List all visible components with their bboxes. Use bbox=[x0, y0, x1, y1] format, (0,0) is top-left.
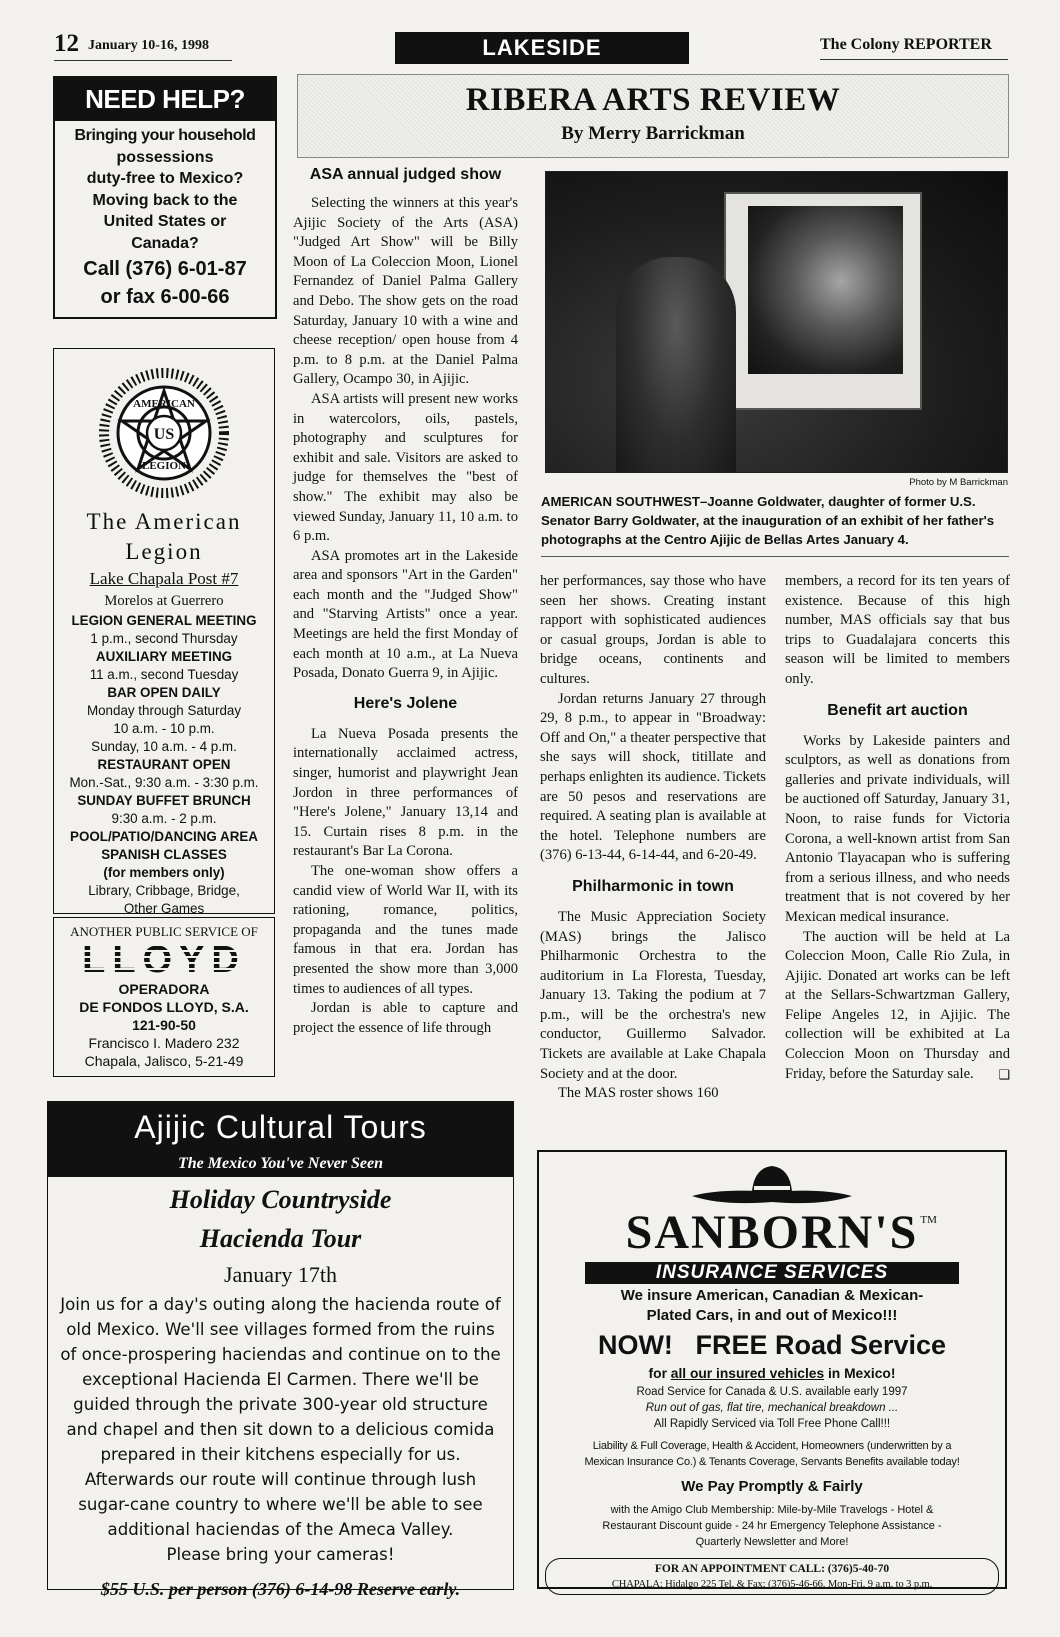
sanborns-ad bbox=[537, 1150, 1007, 1589]
legion-line: POOL/PATIO/DANCING AREA bbox=[70, 829, 258, 844]
lloyd-ad bbox=[53, 917, 275, 1077]
section-heading: Here's Jolene bbox=[353, 694, 458, 712]
legion-line: BAR OPEN DAILY bbox=[107, 685, 221, 700]
tours-body-line: additional haciendas of the Ameca Valley. bbox=[107, 1520, 454, 1539]
lloyd-logo: LLOYD bbox=[54, 940, 274, 980]
section-heading: ASA annual judged show bbox=[309, 166, 502, 183]
section-heading: Benefit art auction bbox=[827, 701, 968, 719]
tours-date: January 17th bbox=[223, 1262, 338, 1287]
article-column-2 bbox=[540, 572, 766, 1104]
legion-line: 9:30 a.m. - 2 p.m. bbox=[111, 811, 217, 826]
sanborns-for-underline: all our insured vehicles bbox=[670, 1366, 825, 1381]
legion-line: Mon.-Sat., 9:30 a.m. - 3:30 p.m. bbox=[69, 775, 259, 790]
tours-body-line: guided through the private 300-year old structure bbox=[73, 1395, 488, 1414]
sanborns-line: with the Amigo Club Membership: Mile-by-Mile Travelogs - Hotel & bbox=[610, 1504, 934, 1516]
sanborns-line: Restaurant Discount guide - 24 hr Emergency Telephone Assistance - bbox=[602, 1520, 942, 1532]
article-title: RIBERA ARTS REVIEW bbox=[465, 82, 841, 118]
photo-person bbox=[616, 257, 736, 473]
sanborns-line: Quarterly Newsletter and More! bbox=[695, 1536, 849, 1548]
legion-line: SPANISH CLASSES bbox=[101, 847, 227, 862]
article-paragraph: The auction will be held at La Coleccion Moon, Calle Rio Zula, in Ajijic. Donated art works can be left at the Sellars-Schwartzman Gallery, Felipe Angeles 12, in Ajijic. The collection will be exhibited at La Coleccion Moon on Thursday and Friday, before the Saturday sale. bbox=[785, 928, 1010, 1082]
need-help-phone: Call (376) 6-01-87 bbox=[83, 258, 247, 280]
article-paragraph: Jordan returns January 27 through 29, 8 p.m., to appear in "Broadway: Off and On," a theater perspective that she says will shock, titillate and perhaps enlighten its audience. Tickets are 50 pesos and reservations are required. A seating plan is available at the hotel. Telephone numbers are (376) 6-13-44, 6-14-44, and 6-20-49. bbox=[540, 690, 766, 864]
section-banner: LAKESIDE bbox=[395, 32, 689, 64]
sanborns-line: Mexican Insurance Co.) & Tenants Coverage, Servants Benefits available today! bbox=[584, 1456, 960, 1468]
article-paragraph: The Music Appreciation Society (MAS) brings the Jalisco Philharmonic Orchestra to the auditorium in La Floresta, Tuesday, January 13. Taking the podium at 7 p.m., will be the orchestra's new conductor, Guillermo Salvador. Tickets are available at Lake Chapala Society and at the door. bbox=[540, 908, 766, 1082]
legion-line: AUXILIARY MEETING bbox=[95, 649, 233, 664]
tours-footer: $55 U.S. per person (376) 6-14-98 Reserve early. bbox=[100, 1579, 461, 1599]
article-paragraph: La Nueva Posada presents the internationally acclaimed actress, singer, humorist and playwright Jean Jordon in three performances of "Here's Jolene," January 13,14 and 15. Curtain rises 8 p.m. in the restaurant's Bar La Corona. bbox=[293, 725, 518, 860]
tours-ad bbox=[47, 1101, 514, 1599]
legion-name-line1: The American bbox=[86, 509, 242, 534]
legion-line: SUNDAY BUFFET BRUNCH bbox=[77, 793, 251, 808]
article-paragraph: Jordan is able to capture and project the essence of life through bbox=[293, 1000, 518, 1036]
sanborns-logo-text: SANBORN'S bbox=[625, 1206, 919, 1259]
tours-body bbox=[46, 1292, 515, 1567]
lloyd-service-line: ANOTHER PUBLIC SERVICE OF bbox=[70, 924, 258, 939]
article-paragraph: ASA promotes art in the Lakeside area and sponsors "Art in the Garden" each month and the "Judged Show" and "Starving Artists" once a year. Meetings are held the first Monday of each month at 10 a.m., at La Nueva Posada, Donato Guerra 9, in Ajijic. bbox=[293, 547, 518, 682]
sanborns-brand bbox=[539, 1208, 1005, 1258]
framed-portrait bbox=[748, 206, 903, 374]
legion-line: LEGION GENERAL MEETING bbox=[71, 613, 257, 628]
tours-body-line: old Mexico. We'll see villages formed from the ruins bbox=[66, 1320, 495, 1339]
tours-body-line: and chapel and then sit down to a delicious comida bbox=[66, 1420, 495, 1439]
legion-schedule bbox=[51, 612, 277, 918]
legion-line: Other Games bbox=[123, 901, 205, 916]
sanborns-for-post: in Mexico! bbox=[824, 1366, 896, 1381]
tours-body-line: sugar-cane country to where we'll be able to see bbox=[78, 1495, 483, 1514]
photo-credit: Photo by M Barrickman bbox=[909, 477, 1008, 488]
article-paragraph: The one-woman show offers a candid view of World War II, with its rationing, romance, politics, propaganda and the tunes made famous in that era. Jordan has presented the show more than 3,000 times to audiences of all types. bbox=[293, 863, 518, 997]
sanborns-address: CHAPALA: Hidalgo 225 Tel. & Fax: (376)5-46-66. Mon-Fri. 9 a.m. to 3 p.m. bbox=[611, 1579, 933, 1590]
lloyd-phone: 121-90-50 bbox=[132, 1017, 196, 1033]
paper-name: The Colony REPORTER bbox=[820, 36, 992, 53]
tours-body-line: Afterwards our route will continue through lush bbox=[84, 1470, 477, 1489]
sanborns-banner: INSURANCE SERVICES bbox=[585, 1262, 959, 1284]
tours-tagline: The Mexico You've Never Seen bbox=[48, 1153, 513, 1177]
article-paragraph: The MAS roster shows 160 bbox=[558, 1085, 719, 1102]
article-photo bbox=[545, 171, 1008, 473]
legion-line: 11 a.m., second Tuesday bbox=[89, 667, 239, 682]
article-byline: By Merry Barrickman bbox=[561, 123, 745, 144]
section-heading: Philharmonic in town bbox=[572, 877, 734, 895]
article-header bbox=[297, 74, 1009, 158]
sanborns-line bbox=[539, 1364, 1005, 1384]
need-help-line: Bringing your household bbox=[74, 127, 256, 144]
article-paragraph: members, a record for its ten years of existence. Because of this high number, MAS officials say that bus trips to Guadalajara concerts this season will be limited to members only. bbox=[785, 573, 1010, 687]
need-help-line: duty-free to Mexico? bbox=[86, 170, 244, 187]
lloyd-company-1: OPERADORA bbox=[118, 981, 210, 997]
tours-body-line: Join us for a day's outing along the hacienda route of bbox=[60, 1295, 501, 1314]
sanborns-now: NOW! bbox=[597, 1330, 673, 1360]
sanborns-line: Road Service for Canada & U.S. available early 1997 bbox=[636, 1386, 908, 1398]
masthead-rule-right bbox=[820, 59, 1008, 60]
article-column-3 bbox=[785, 572, 1010, 1084]
sanborns-pay: We Pay Promptly & Fairly bbox=[681, 1478, 863, 1495]
need-help-line: United States or bbox=[103, 213, 227, 230]
legion-post: Lake Chapala Post #7 bbox=[89, 569, 239, 588]
sanborns-headline bbox=[539, 1328, 1005, 1362]
need-help-fax: or fax 6-00-66 bbox=[100, 286, 230, 308]
masthead-rule-left bbox=[54, 60, 232, 61]
sanborns-line: Plated Cars, in and out of Mexico!!! bbox=[646, 1307, 898, 1324]
legion-ad bbox=[53, 348, 275, 914]
legion-emblem-center: US bbox=[153, 426, 175, 443]
legion-line: (for members only) bbox=[103, 865, 225, 880]
sanborns-for-pre: for bbox=[648, 1366, 671, 1381]
need-help-heading: NEED HELP? bbox=[55, 78, 275, 121]
legion-emblem-top: AMERICAN bbox=[133, 398, 195, 410]
tours-body-line: exceptional Hacienda El Carmen. There we'll be bbox=[82, 1370, 479, 1389]
legion-emblem-bottom: LEGION bbox=[141, 460, 187, 472]
tours-body-line: of once-prospering haciendas and continue on to the bbox=[60, 1345, 501, 1364]
lloyd-company-2: DE FONDOS LLOYD, S.A. bbox=[79, 999, 249, 1015]
legion-line: Monday through Saturday bbox=[86, 703, 242, 718]
legion-line: 10 a.m. - 10 p.m. bbox=[113, 721, 215, 736]
sanborns-line: Run out of gas, flat tire, mechanical breakdown ... bbox=[645, 1402, 899, 1414]
legion-line: Sunday, 10 a.m. - 4 p.m. bbox=[91, 739, 237, 754]
tours-heading-2: Hacienda Tour bbox=[199, 1224, 362, 1253]
issue-date: January 10-16, 1998 bbox=[88, 38, 209, 53]
legion-line: Library, Cribbage, Bridge, bbox=[88, 883, 240, 898]
article-column-1 bbox=[293, 164, 518, 1038]
tours-heading-1: Holiday Countryside bbox=[169, 1185, 392, 1214]
need-help-line: possessions bbox=[116, 148, 214, 166]
sanborns-line: All Rapidly Serviced via Toll Free Phone Call!!! bbox=[653, 1418, 891, 1430]
article-paragraph: Works by Lakeside painters and sculptors, as well as donations from galleries and private individuals, will be auctioned off Saturday, January 31, Noon, to raise funds for Victoria Corona, a well-known artist from San Antonio Tlayacapan who is suffering from a serious illness, and who needs treatment that is not covered by her Mexican medical insurance. bbox=[785, 732, 1010, 925]
legion-address: Morelos at Guerrero bbox=[104, 593, 224, 609]
tours-title: Ajijic Cultural Tours bbox=[48, 1102, 513, 1153]
sanborns-tm: TM bbox=[920, 1214, 937, 1226]
need-help-line: Canada? bbox=[131, 234, 199, 252]
article-paragraph: ASA artists will present new works in watercolors, oils, pastels, photography and sculptures for exhibit and sale. Visitors are asked to judge for themselves the "best of show." The exhibit may also be viewed Sunday, January 11, 10 a.m. to 6 p.m. bbox=[293, 390, 518, 545]
article-paragraph: Selecting the winners at this year's Ajijic Society of the Arts (ASA) "Judged Art Show" will be Billy Moon of La Coleccion Moon, Lionel Fernandez of Daniel Palma Gallery and Debo. The show gets on the road Saturday, January 10 with a wine and cheese reception/ open house from 4 p.m. to 8 p.m. at the Daniel Palma Gallery, Ocampo 30, in Ajijic. bbox=[293, 195, 518, 388]
photo-frame bbox=[724, 192, 922, 410]
article-paragraph: her performances, say those who have seen her shows. Creating instant rapport with sophisticated audiences or casual groups, Jordan is able to bridge oceans, continents and cultures. bbox=[540, 573, 766, 687]
tours-body-line: prepared in their kitchens especially for us. bbox=[100, 1445, 461, 1464]
sanborns-line: We insure American, Canadian & Mexican- bbox=[620, 1287, 924, 1304]
photo-caption: AMERICAN SOUTHWEST–Joanne Goldwater, daughter of former U.S. Senator Barry Goldwater, at the inauguration of an exhibit of her father's photographs at the Centro Ajijic de Bellas Artes January 4. bbox=[541, 494, 995, 547]
lloyd-address: Francisco I. Madero 232 bbox=[88, 1035, 240, 1051]
need-help-ad bbox=[53, 76, 277, 319]
tours-body-line: Please bring your cameras! bbox=[166, 1545, 395, 1564]
sanborns-line: Liability & Full Coverage, Health & Accident, Homeowners (underwritten by a bbox=[592, 1440, 952, 1452]
legion-name-line2: Legion bbox=[125, 539, 203, 564]
caption-rule bbox=[541, 556, 1009, 557]
page-number: 12 bbox=[54, 30, 79, 57]
sanborns-appointment: FOR AN APPOINTMENT CALL: (376)5-40-70 bbox=[654, 1563, 890, 1575]
lloyd-city: Chapala, Jalisco, 5-21-49 bbox=[84, 1053, 244, 1069]
sanborns-contact-box bbox=[545, 1558, 999, 1595]
end-mark: ❑ bbox=[998, 1067, 1010, 1083]
sanborns-free: FREE Road Service bbox=[695, 1330, 947, 1360]
legion-emblem bbox=[94, 363, 234, 503]
legion-line: 1 p.m., second Thursday bbox=[90, 631, 238, 646]
legion-line: RESTAURANT OPEN bbox=[97, 757, 231, 772]
need-help-line: Moving back to the bbox=[92, 191, 238, 209]
